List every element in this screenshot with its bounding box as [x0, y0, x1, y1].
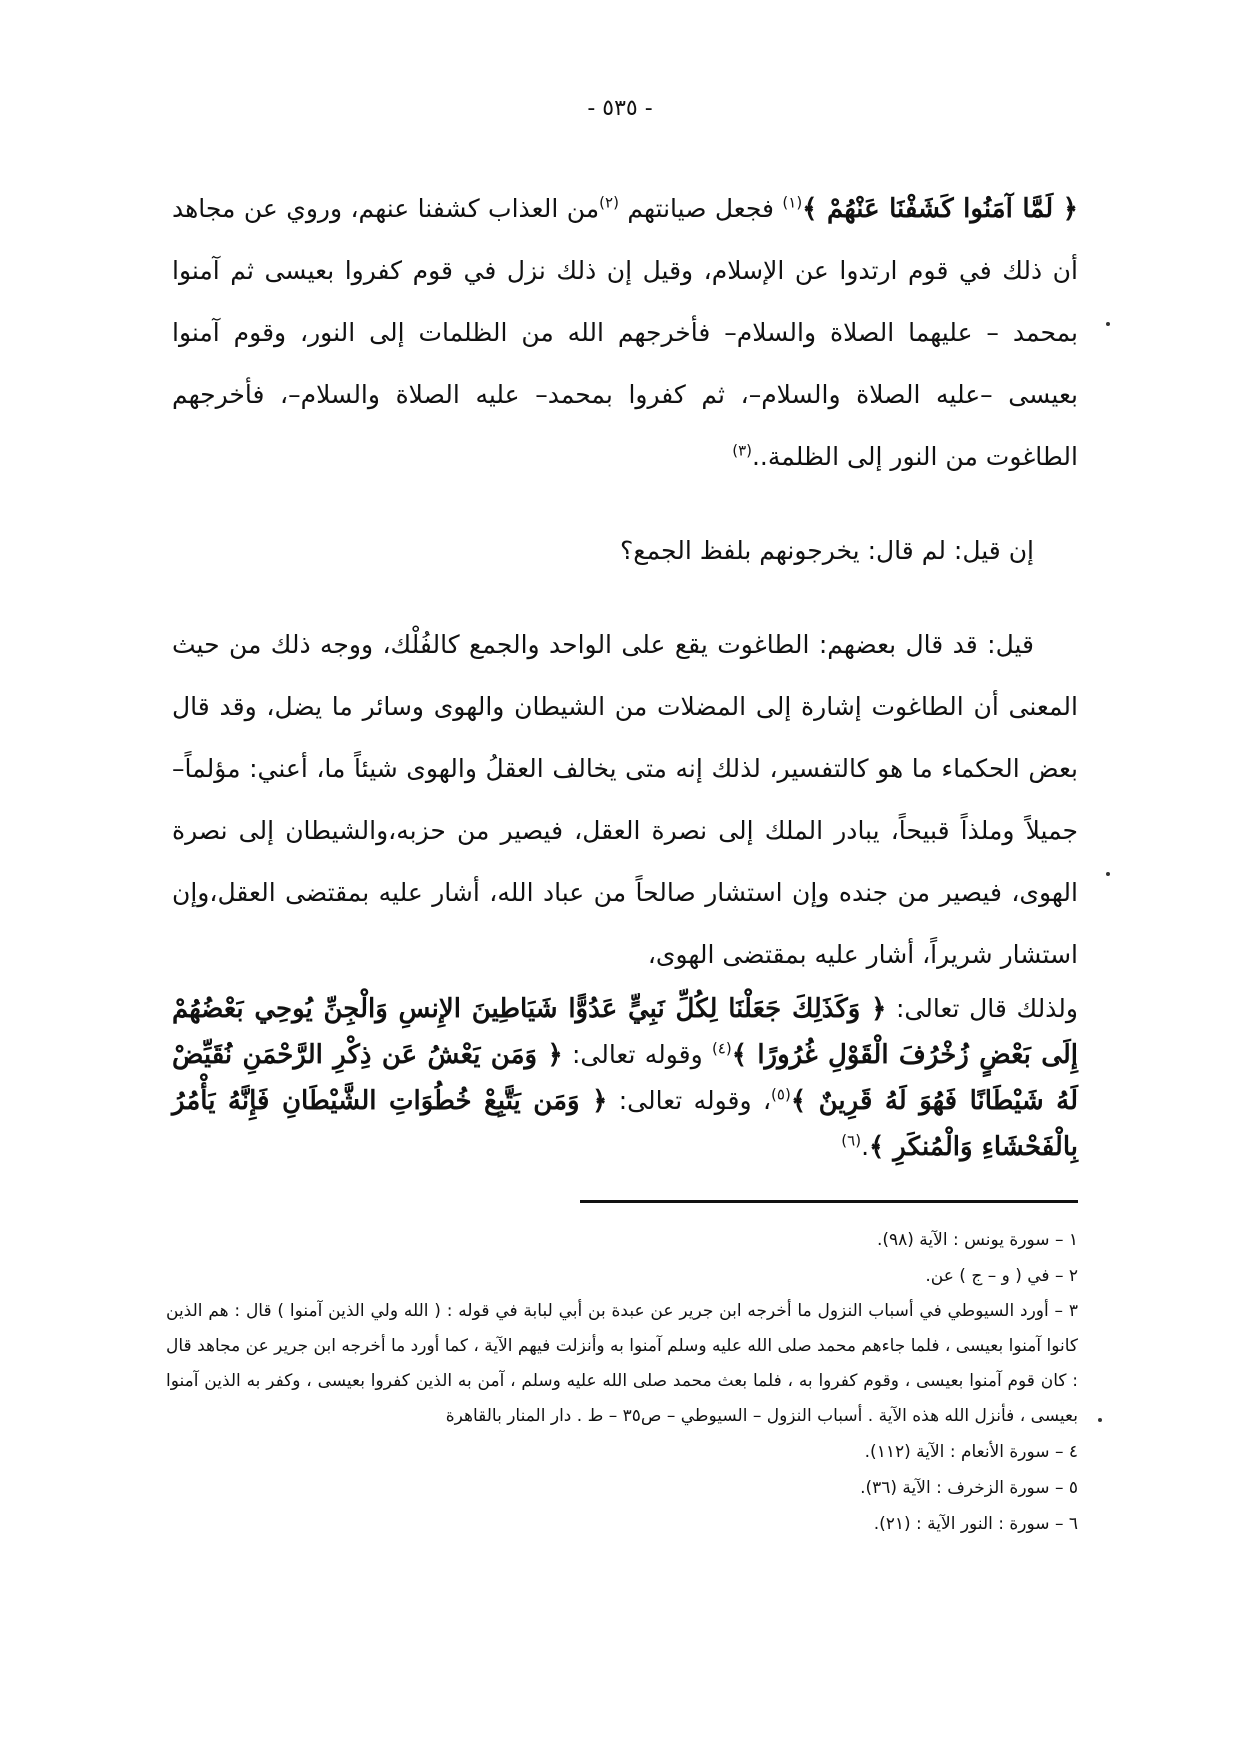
quran-verse: ﴿ لَمَّا آمَنُوا كَشَفْنَا عَنْهُمْ ﴾: [802, 194, 1079, 224]
paragraph-4: [172, 986, 1078, 1170]
quran-verse: ﴿ وَمَن يَتَّبِعْ خُطُوَاتِ الشَّيْطَانِ فَإِنَّهُ يَأْمُرُ بِالْفَحْشَاءِ وَالْمُنكَرِ ﴾: [172, 1086, 1078, 1162]
footnote-3: ٣ – أورد السيوطي في أسباب النزول ما أخرجه ابن جرير عن عبدة بن أبي لبابة في قوله : ( الله ولي الذين آمنوا ) قال : هم الذين كانوا آمنوا بعيسى ، فلما جاءهم محمد صلى الله عليه وسلم آمنوا به وأنزلت فيهم الآية ، كما أورد ما أخرجه ابن جرير عن مجاهد قال : كان قوم آمنوا بعيسى ، وقوم كفروا به ، فلما بعث محمد صلى الله عليه وسلم ، آمن به الذين كفروا بعيسى ، وكفر به الذين آمنوا بعيسى ، فأنزل الله هذه الآية . أسباب النزول – السيوطي – ص٣٥ – ط . دار المنار بالقاهرة: [166, 1301, 1078, 1426]
paragraph-text: فجعل صيانتهم: [618, 194, 783, 223]
paragraph-1: [172, 178, 1078, 488]
footnotes: [166, 1222, 1078, 1542]
paragraph-text: ، وقوله تعالى:: [607, 1086, 772, 1115]
paragraph-text: .: [861, 1132, 870, 1161]
paragraph-text: من العذاب كشفنا عنهم، وروي عن مجاهد أن ذلك في قوم ارتدوا عن الإسلام، وقيل إن ذلك نزل في قوم كفروا بعيسى ثم آمنوا بمحمد – عليهما الصلاة والسلام– فأخرجهم الله من الظلمات إلى النور، وقوم آمنوا بعيسى –عليه الصلاة والسلام–، ثم كفروا بمحمد– عليه الصلاة والسلام–، فأخرجهم الطاغوت من النور إلى الظلمة..: [172, 194, 1078, 471]
footnote-6: ٦ – سورة : النور الآية : (٢١).: [873, 1514, 1078, 1534]
paragraph-text: ولذلك قال تعالى:: [886, 994, 1078, 1023]
scan-dot: [1106, 872, 1110, 876]
footnote-ref-4: (٤): [711, 1039, 732, 1058]
footnote-2: ٢ – في ( و – ج ) عن.: [925, 1266, 1078, 1286]
page-number: - ٥٣٥ -: [587, 96, 653, 121]
footnote-ref-6: (٦): [841, 1131, 862, 1150]
footnote-ref-5: (٥): [771, 1085, 791, 1104]
footnote-ref-2: (٢): [599, 193, 619, 212]
paragraph-2: إن قيل: لم قال: يخرجونهم بلفظ الجمع؟: [620, 536, 1034, 565]
footnote-ref-3: (٣): [732, 441, 752, 460]
paragraph-3: [172, 614, 1078, 986]
footnote-4: ٤ – سورة الأنعام : الآية (١١٢).: [864, 1442, 1078, 1462]
paragraph-text: وقوله تعالى:: [562, 1040, 712, 1069]
footnote-ref-1: (١): [782, 193, 803, 212]
scan-dot: [1106, 322, 1110, 326]
footnote-separator: [580, 1200, 1078, 1203]
footnote-5: ٥ – سورة الزخرف : الآية (٣٦).: [860, 1478, 1078, 1498]
main-text: [172, 178, 1078, 1202]
scan-dot: [1098, 1418, 1102, 1422]
paragraph-text: قيل: قد قال بعضهم: الطاغوت يقع على الواحد والجمع كالفُلْك، ووجه ذلك من حيث المعنى أن الطاغوت إشارة إلى المضلات من الشيطان والهوى وسائر ما يضل، وقد قال بعض الحكماء ما هو كالتفسير، لذلك إنه متى يخالف العقلُ والهوى شيئاً ما، أعني: مؤلماً– جميلاً وملذاً قبيحاً، يبادر الملك إلى نصرة العقل، فيصير من حزبه،والشيطان إلى نصرة الهوى، فيصير من جنده وإن استشار صالحاً من عباد الله، أشار عليه بمقتضى العقل،وإن استشار شريراً، أشار عليه بمقتضى الهوى،: [172, 630, 1078, 969]
quran-verse: ﴿ وَكَذَلِكَ جَعَلْنَا لِكُلِّ نَبِيٍّ عَدُوًّا شَيَاطِينَ الإِنسِ وَالْجِنِّ يُوحِي بَعْضُهُمْ إِلَى بَعْضٍ زُخْرُفَ الْقَوْلِ غُرُورًا ﴾: [172, 994, 1079, 1070]
footnote-1: ١ – سورة يونس : الآية (٩٨).: [876, 1230, 1078, 1250]
quran-verse: ﴿ وَمَن يَعْشُ عَن ذِكْرِ الرَّحْمَنِ نُقَيِّضْ لَهُ شَيْطَانًا فَهُوَ لَهُ قَرِينٌ ﴾: [172, 1040, 1078, 1116]
